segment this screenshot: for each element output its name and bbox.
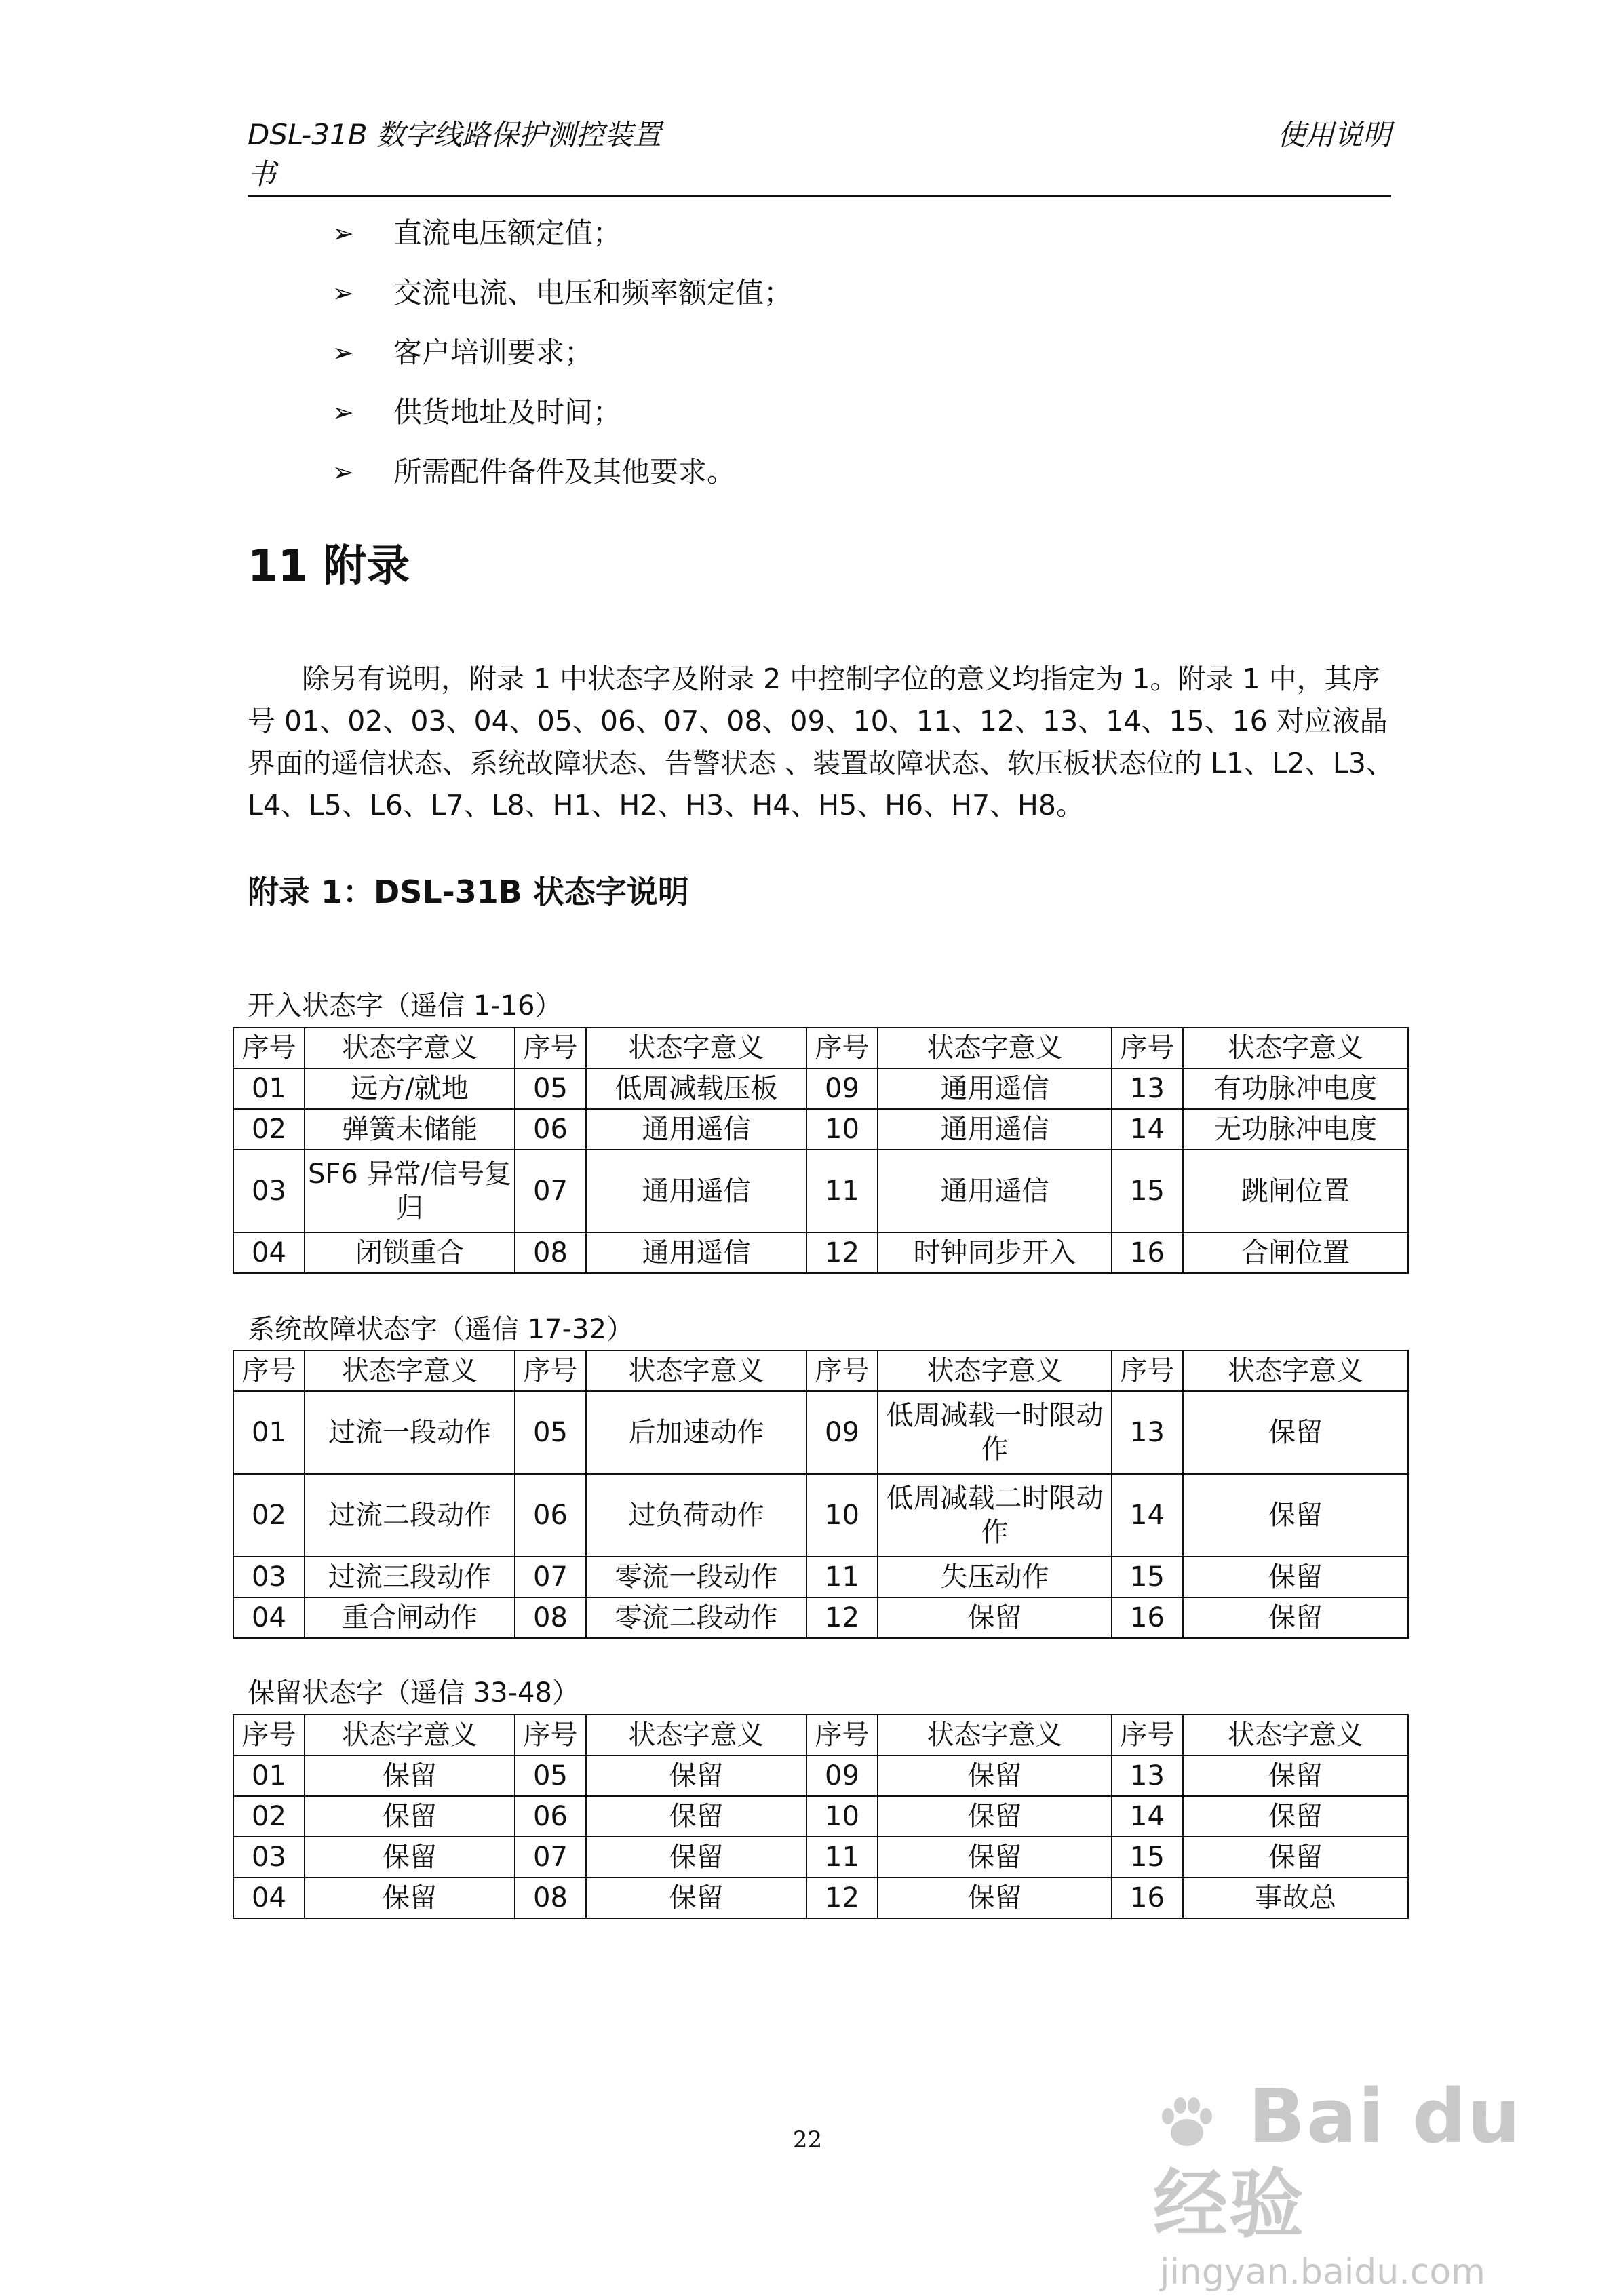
- header-title-line1: DSL-31B 数字线路保护测控装置: [248, 118, 661, 151]
- table-header-row: [233, 1350, 1408, 1391]
- table-cell-meaning: 保留: [586, 1755, 806, 1796]
- column-header-no: 序号: [515, 1028, 586, 1068]
- table-cell-no: 14: [1112, 1796, 1183, 1837]
- table-cell-no: 04: [233, 1597, 305, 1638]
- list-item: [332, 383, 792, 442]
- table-cell-no: 03: [233, 1557, 305, 1597]
- arrow-bullet-icon: ➢: [332, 338, 354, 368]
- table-header-row: [233, 1715, 1408, 1755]
- column-header-meaning: 状态字意义: [878, 1350, 1112, 1391]
- requirements-list: [332, 203, 792, 502]
- table-cell-meaning: 通用遥信: [586, 1150, 806, 1232]
- table-row: [233, 1474, 1408, 1557]
- table-row: [233, 1837, 1408, 1877]
- document-header-title: [248, 115, 661, 194]
- table-cell-no: 05: [515, 1391, 586, 1474]
- table-row: [233, 1150, 1408, 1232]
- table-cell-meaning: 事故总: [1183, 1877, 1408, 1918]
- list-item: [332, 203, 792, 263]
- appendix-title: 附录 1：DSL-31B 状态字说明: [248, 874, 689, 910]
- table-cell-no: 16: [1112, 1597, 1183, 1638]
- table-cell-meaning: 保留: [1183, 1391, 1408, 1474]
- table-cell-no: 07: [515, 1557, 586, 1597]
- table-cell-no: 12: [806, 1232, 878, 1273]
- table-cell-meaning: 闭锁重合: [305, 1232, 515, 1273]
- table-cell-meaning: 保留: [305, 1796, 515, 1837]
- table-cell-meaning: 过流二段动作: [305, 1474, 515, 1557]
- paw-icon: [1153, 2088, 1221, 2156]
- column-header-meaning: 状态字意义: [878, 1028, 1112, 1068]
- table-cell-no: 07: [515, 1837, 586, 1877]
- column-header-no: 序号: [806, 1028, 878, 1068]
- table-cell-meaning: 保留: [1183, 1557, 1408, 1597]
- column-header-no: 序号: [233, 1350, 305, 1391]
- column-header-no: 序号: [233, 1028, 305, 1068]
- arrow-bullet-icon: ➢: [332, 457, 354, 487]
- table-cell-meaning: 零流一段动作: [586, 1557, 806, 1597]
- column-header-no: 序号: [1112, 1028, 1183, 1068]
- table-cell-no: 01: [233, 1068, 305, 1109]
- table-cell-meaning: 通用遥信: [878, 1150, 1112, 1232]
- column-header-meaning: 状态字意义: [305, 1350, 515, 1391]
- table-cell-meaning: 保留: [878, 1796, 1112, 1837]
- table-cell-no: 12: [806, 1877, 878, 1918]
- table-cell-no: 08: [515, 1232, 586, 1273]
- table-cell-no: 13: [1112, 1068, 1183, 1109]
- watermark-url: jingyan.baidu.com: [1160, 2252, 1485, 2293]
- table-cell-meaning: 重合闸动作: [305, 1597, 515, 1638]
- column-header-meaning: 状态字意义: [1183, 1715, 1408, 1755]
- table-cell-meaning: 跳闸位置: [1183, 1150, 1408, 1232]
- table-cell-meaning: 合闸位置: [1183, 1232, 1408, 1273]
- table-cell-meaning: 保留: [586, 1877, 806, 1918]
- arrow-bullet-icon: ➢: [332, 218, 354, 248]
- table-cell-meaning: 通用遥信: [586, 1109, 806, 1150]
- table-cell-meaning: 保留: [1183, 1837, 1408, 1877]
- table-cell-no: 11: [806, 1150, 878, 1232]
- table-cell-no: 15: [1112, 1150, 1183, 1232]
- table-cell-meaning: 有功脉冲电度: [1183, 1068, 1408, 1109]
- table-cell-no: 06: [515, 1796, 586, 1837]
- list-item-text: 客户培训要求；: [393, 336, 594, 369]
- table-caption: 系统故障状态字（遥信 17-32）: [248, 1314, 634, 1345]
- table-cell-no: 01: [233, 1391, 305, 1474]
- table-cell-meaning: SF6 异常/信号复归: [305, 1150, 515, 1232]
- table-cell-no: 02: [233, 1474, 305, 1557]
- table-caption: 开入状态字（遥信 1-16）: [248, 990, 562, 1021]
- table-cell-no: 08: [515, 1877, 586, 1918]
- status-table-input: [233, 1027, 1409, 1274]
- table-row: [233, 1557, 1408, 1597]
- status-table-fault: [233, 1350, 1409, 1639]
- column-header-meaning: 状态字意义: [878, 1715, 1112, 1755]
- table-cell-meaning: 过流一段动作: [305, 1391, 515, 1474]
- table-cell-meaning: 过流三段动作: [305, 1557, 515, 1597]
- table-row: [233, 1391, 1408, 1474]
- table-cell-no: 11: [806, 1557, 878, 1597]
- table-cell-meaning: 保留: [1183, 1755, 1408, 1796]
- baidu-watermark: [1153, 2072, 1533, 2293]
- table-cell-meaning: 低周减载压板: [586, 1068, 806, 1109]
- table-cell-meaning: 通用遥信: [878, 1068, 1112, 1109]
- column-header-no: 序号: [806, 1715, 878, 1755]
- column-header-no: 序号: [233, 1715, 305, 1755]
- table-cell-no: 10: [806, 1109, 878, 1150]
- table-cell-no: 09: [806, 1755, 878, 1796]
- document-header-right: 使用说明: [1277, 118, 1391, 151]
- table-header-row: [233, 1028, 1408, 1068]
- table-cell-no: 07: [515, 1150, 586, 1232]
- list-item-text: 交流电流、电压和频率额定值；: [393, 276, 793, 309]
- column-header-meaning: 状态字意义: [305, 1028, 515, 1068]
- table-cell-no: 10: [806, 1796, 878, 1837]
- table-row: [233, 1597, 1408, 1638]
- table-cell-meaning: 保留: [878, 1597, 1112, 1638]
- table-cell-no: 04: [233, 1232, 305, 1273]
- table-cell-no: 02: [233, 1109, 305, 1150]
- table-cell-meaning: 失压动作: [878, 1557, 1112, 1597]
- table-cell-no: 10: [806, 1474, 878, 1557]
- header-divider: [248, 195, 1391, 197]
- table-cell-no: 03: [233, 1150, 305, 1232]
- column-header-no: 序号: [806, 1350, 878, 1391]
- column-header-no: 序号: [1112, 1715, 1183, 1755]
- arrow-bullet-icon: ➢: [332, 397, 354, 427]
- table-cell-meaning: 保留: [305, 1877, 515, 1918]
- table-cell-meaning: 低周减载二时限动作: [878, 1474, 1112, 1557]
- column-header-meaning: 状态字意义: [1183, 1350, 1408, 1391]
- header-title-line2: 书: [248, 157, 277, 191]
- table-cell-meaning: 保留: [586, 1837, 806, 1877]
- table-cell-no: 15: [1112, 1557, 1183, 1597]
- table-cell-no: 11: [806, 1837, 878, 1877]
- page-number: 22: [792, 2126, 823, 2154]
- arrow-bullet-icon: ➢: [332, 278, 354, 308]
- list-item: [332, 263, 792, 323]
- column-header-no: 序号: [1112, 1350, 1183, 1391]
- table-cell-meaning: 通用遥信: [878, 1109, 1112, 1150]
- list-item-text: 直流电压额定值；: [393, 216, 622, 250]
- table-cell-meaning: 远方/就地: [305, 1068, 515, 1109]
- table-cell-meaning: 通用遥信: [586, 1232, 806, 1273]
- column-header-meaning: 状态字意义: [586, 1028, 806, 1068]
- table-cell-meaning: 保留: [1183, 1474, 1408, 1557]
- list-item: [332, 323, 792, 383]
- table-cell-no: 14: [1112, 1109, 1183, 1150]
- table-row: [233, 1877, 1408, 1918]
- table-cell-no: 09: [806, 1068, 878, 1109]
- list-item: [332, 442, 792, 502]
- table-cell-no: 08: [515, 1597, 586, 1638]
- table-cell-no: 12: [806, 1597, 878, 1638]
- column-header-no: 序号: [515, 1350, 586, 1391]
- table-cell-meaning: 保留: [305, 1755, 515, 1796]
- table-cell-no: 14: [1112, 1474, 1183, 1557]
- table-cell-no: 04: [233, 1877, 305, 1918]
- table-cell-no: 16: [1112, 1232, 1183, 1273]
- table-row: [233, 1109, 1408, 1150]
- column-header-no: 序号: [515, 1715, 586, 1755]
- column-header-meaning: 状态字意义: [305, 1715, 515, 1755]
- table-cell-meaning: 保留: [878, 1837, 1112, 1877]
- table-row: [233, 1755, 1408, 1796]
- table-cell-no: 06: [515, 1109, 586, 1150]
- table-cell-no: 01: [233, 1755, 305, 1796]
- table-cell-meaning: 保留: [586, 1796, 806, 1837]
- column-header-meaning: 状态字意义: [586, 1350, 806, 1391]
- table-cell-meaning: 后加速动作: [586, 1391, 806, 1474]
- intro-paragraph-text: 除另有说明，附录 1 中状态字及附录 2 中控制字位的意义均指定为 1。附录 1 中，其序号 01、02、03、04、05、06、07、08、09、10、11、12、13、14、15、16 对应液晶界面的遥信状态、系统故障状态、告警状态 、装置故障状态、软压板状态位的 L1、L2、L3、L4、L5、L6、L7、L8、H1、H2、H3、H4、H5、H6、H7、H8。: [248, 663, 1394, 821]
- table-cell-no: 06: [515, 1474, 586, 1557]
- table-cell-no: 13: [1112, 1755, 1183, 1796]
- table-row: [233, 1232, 1408, 1273]
- table-cell-meaning: 保留: [1183, 1597, 1408, 1638]
- table-cell-meaning: 保留: [1183, 1796, 1408, 1837]
- table-cell-meaning: 保留: [878, 1755, 1112, 1796]
- table-cell-no: 02: [233, 1796, 305, 1837]
- table-cell-meaning: 弹簧未储能: [305, 1109, 515, 1150]
- table-cell-meaning: 低周减载一时限动作: [878, 1391, 1112, 1474]
- table-caption: 保留状态字（遥信 33-48）: [248, 1677, 579, 1709]
- table-cell-meaning: 保留: [878, 1877, 1112, 1918]
- table-cell-no: 05: [515, 1755, 586, 1796]
- table-cell-meaning: 保留: [305, 1837, 515, 1877]
- table-cell-no: 15: [1112, 1837, 1183, 1877]
- table-cell-meaning: 零流二段动作: [586, 1597, 806, 1638]
- list-item-text: 供货地址及时间；: [393, 395, 622, 429]
- section-title: 11 附录: [248, 541, 410, 591]
- watermark-logo: [1153, 2072, 1533, 2249]
- intro-paragraph: [248, 658, 1401, 826]
- table-cell-meaning: 过负荷动作: [586, 1474, 806, 1557]
- table-cell-no: 13: [1112, 1391, 1183, 1474]
- list-item-text: 所需配件备件及其他要求。: [393, 455, 736, 488]
- table-cell-no: 03: [233, 1837, 305, 1877]
- column-header-meaning: 状态字意义: [1183, 1028, 1408, 1068]
- column-header-meaning: 状态字意义: [586, 1715, 806, 1755]
- table-cell-meaning: 无功脉冲电度: [1183, 1109, 1408, 1150]
- table-cell-meaning: 时钟同步开入: [878, 1232, 1112, 1273]
- table-row: [233, 1796, 1408, 1837]
- table-cell-no: 16: [1112, 1877, 1183, 1918]
- table-row: [233, 1068, 1408, 1109]
- table-cell-no: 05: [515, 1068, 586, 1109]
- table-cell-no: 09: [806, 1391, 878, 1474]
- watermark-logo-text: Bai du 经验: [1153, 2073, 1522, 2248]
- status-table-reserved: [233, 1714, 1409, 1919]
